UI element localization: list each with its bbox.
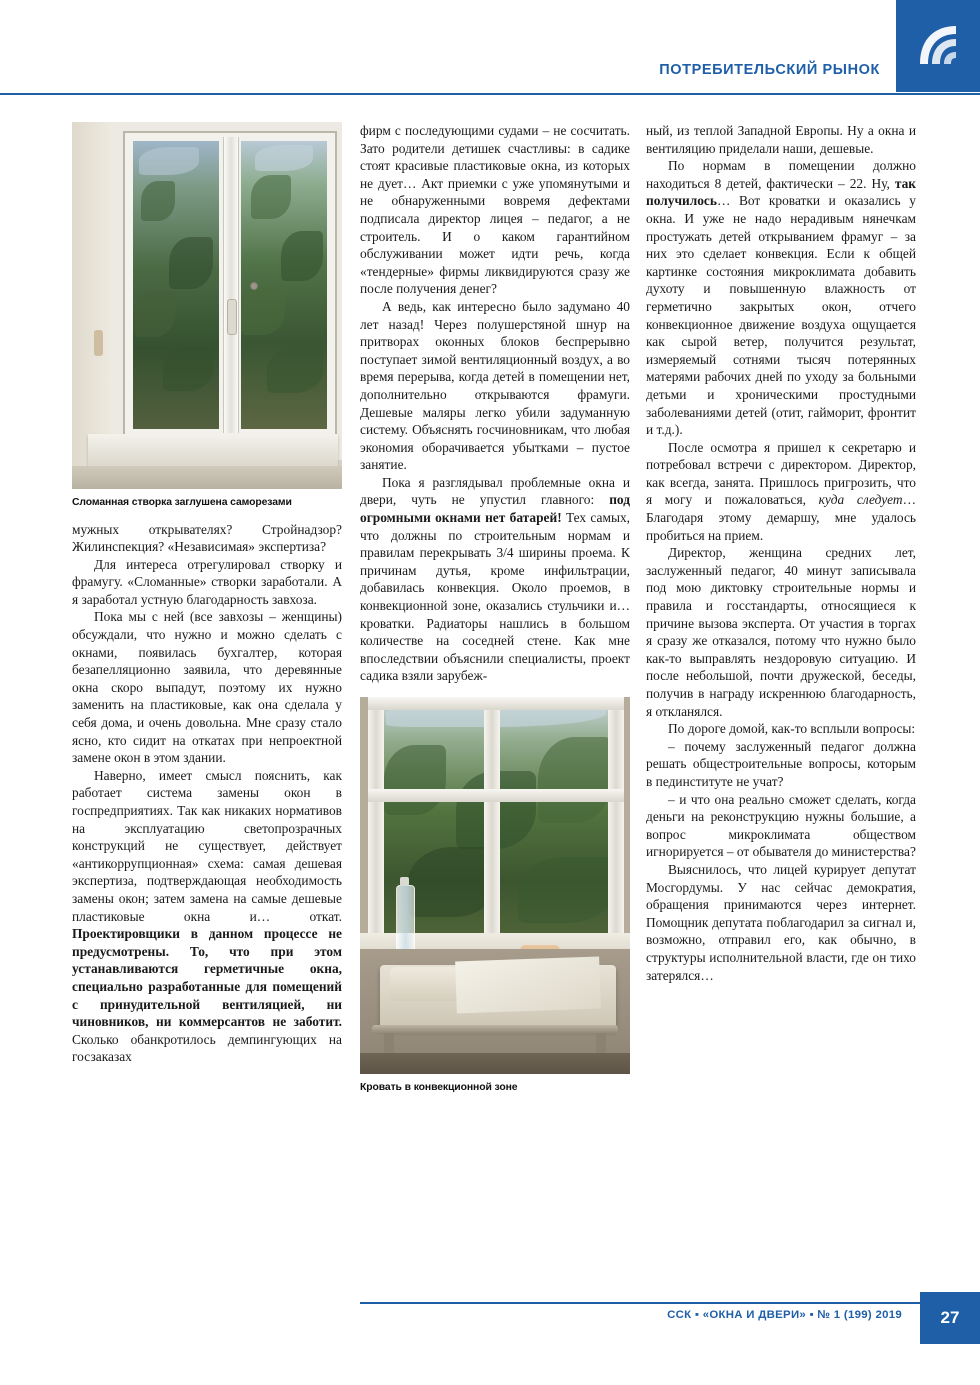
paragraph bbox=[72, 767, 342, 1066]
swoosh-logo-icon bbox=[914, 22, 962, 70]
paragraph: ный, из теплой Западной Европы. Ну а окна и вентиляцию приделали наши, дешевые. bbox=[646, 123, 916, 156]
paragraph-emphasis: под огромными окнами нет батарей! bbox=[360, 492, 630, 526]
paragraph: Выяснилось, что лицей курирует депутат Мосгордумы. У нас сейчас демократия, обращения принимаются через интернет. Помощник депутата поблагодарил за сигнал и, возможно, отправил его, как обычно, в структуры исполнительной власти, где он тихо затерялся… bbox=[646, 861, 916, 983]
paragraph-text: После осмотра я пришел к секретарю и потребовал встречи с директором. Директор, как всегда, занята. Пришлось пригрозить, что я могу и пожаловаться, bbox=[646, 439, 916, 508]
photo-1-caption: Сломанная створка заглушена саморезами bbox=[72, 497, 292, 508]
paragraph: фирм с последующими судами – не сосчитать. Зато родители детишек счастливы: в садике стоят красивые пластиковые окна, из которых не дует… Акт приемки с уже упомянутыми и не обнаруженными вовремя дефектами подписала директор лицея – педагог, а не строитель. И о каком гарантийном обслуживании может идти речь, когда «тендерные» фирмы ликвидируются сразу же после получения денег? bbox=[360, 123, 630, 297]
paragraph: Пока мы с ней (все завхозы – женщины) обсуждали, что нужно и можно сделать с окнами, появилась бухгалтер, которая безапелляционно заявила, что деревянные окна скоро выпадут, поэтому их нужно заменить на пластиковые, как она сделала у себя дома, и очень довольна. Мне сразу стало ясно, кто сидит на откатах при непроектной замене окон в этом здании. bbox=[72, 609, 342, 766]
paragraph-italic: куда следует bbox=[818, 492, 903, 508]
paragraph bbox=[646, 439, 916, 545]
paragraph-text: Наверно, имеет смысл пояснить, как работает система замены окон в госпредприятиях. Так как никаких нормативов на эксплуатацию светопрозрачных конструкций не существует, действует «антикоррупционная» схема: самая дешевая экспертиза, подтверждающая необходимость замены окон; затем замена на самые дешевые пластиковые окна и… откат. bbox=[72, 767, 342, 924]
page-number: 27 bbox=[920, 1292, 980, 1344]
text-column-2 bbox=[360, 122, 630, 1106]
header-rule bbox=[0, 93, 980, 95]
paragraph-text-tail: … Вот кроватки и оказались у окна. И уже не надо нерадивым нянечкам простужать детей открыванием фрамуг – за них это сделает конвекция. Если к общей картинке состояния микроклимата добавить духоту и повышенную влажность от герметично закрытых окон, отчего конвекционное движение воздуха ощущается как сырой ветер, получится результат, измеряемый сотнями тысяч потерянных матерями рабочих дней по уходу за больными детьми и хроническими простудными заболеваниями детей (отит, гайморит, фронтит и т.д.). bbox=[646, 193, 916, 438]
paragraph: Директор, женщина средних лет, заслуженный педагог, 40 минут записывала под мою диктовку строительные нормы и правила и госстандарты, относящиеся к причине вызова эксперта. От участия в торгах я сразу же отказался, потому что нужно было как-то выправлять нездоровую ситуацию. И после небольшой, почти дружеской, беседы, получив в награду искреннюю благодарность, я откланялся. bbox=[646, 545, 916, 719]
footer-rule bbox=[360, 1302, 980, 1304]
paragraph-text-tail: Сколько обанкротилось демпингующих на госзаказах bbox=[72, 1031, 342, 1065]
paragraph bbox=[360, 474, 630, 685]
page-header bbox=[0, 0, 980, 100]
paragraph: мужных открывателях? Стройнадзор? Жилинспекция? «Независимая» экспертиза? bbox=[72, 521, 342, 555]
publisher-logo bbox=[896, 0, 980, 92]
paragraph-text: По нормам в помещении должно находиться 8 детей, фактически – 22. Ну, bbox=[646, 158, 916, 191]
section-title: ПОТРЕБИТЕЛЬСКИЙ РЫНОК bbox=[659, 62, 880, 78]
paragraph-emphasis: Проектировщики в данном процессе не предусмотрены. То, что при этом устанавливаются герметичные окна, специально разработанные для помещений с принудительной вентиляцией, ни чиновников, ни коммерсантов не заботит. bbox=[72, 926, 342, 1030]
paragraph-text: Пока я разглядывал проблемные окна и двери, чуть не упустил главного: bbox=[360, 474, 630, 508]
paragraph: По дороге домой, как-то всплыли вопросы: bbox=[668, 721, 916, 737]
paragraph: – и что она реально сможет сделать, когда деньги на реконструкцию нужны большие, а вопрос микроклимата обществом игнорируется – от обывателя до министерства? bbox=[646, 791, 916, 860]
paragraph: А ведь, как интересно было задумано 40 лет назад! Через полушерстяной шнур на притворах оконных блоков беспрерывно поступает зимой вентиляционный воздух, а во время перерыва, когда детей в помещении нет, дополнительно открываются фрамуги. Дешевые маляры легко убили задуманную систему. Объяснять госчиновникам, что любая экономия оборачивается убытками – пустое занятие. bbox=[360, 298, 630, 473]
bed-in-convection-zone-photo bbox=[360, 697, 630, 1074]
photo-2-caption: Кровать в конвекционной зоне bbox=[360, 1082, 518, 1093]
footer-issue-info: ССК ▪ «ОКНА И ДВЕРИ» ▪ № 1 (199) 2019 bbox=[667, 1309, 902, 1321]
broken-window-sash-photo bbox=[72, 122, 342, 489]
paragraph: – почему заслуженный педагог должна решать общестроительные вопросы, которым в пединституте не учат? bbox=[646, 738, 916, 789]
paragraph bbox=[646, 157, 916, 439]
paragraph-text-tail: Тех самых, что должны по строительным нормам и правилам перекрывать 3/4 ширины проема. К причинам дутья, кроме инфильтрации, добавилась конвекция. Около проемов, в конвекционной зоне, оказались стульчики и… кроватки. Радиаторы нашлись в большом количестве на соседней стене. Как мне впоследствии объяснили специалисты, проект садика взяли зарубеж- bbox=[360, 510, 630, 684]
paragraph-text-tail: … Благодаря этому демаршу, мне удалось пробиться на прием. bbox=[646, 492, 916, 543]
paragraph: Для интереса отрегулировал створку и фрамугу. «Сломанные» створки заработали. А я заработал устную благодарность завхоза. bbox=[72, 556, 342, 607]
text-column-1 bbox=[72, 122, 342, 1066]
text-column-3 bbox=[646, 122, 916, 984]
paragraph-emphasis: так получилось bbox=[646, 175, 916, 209]
